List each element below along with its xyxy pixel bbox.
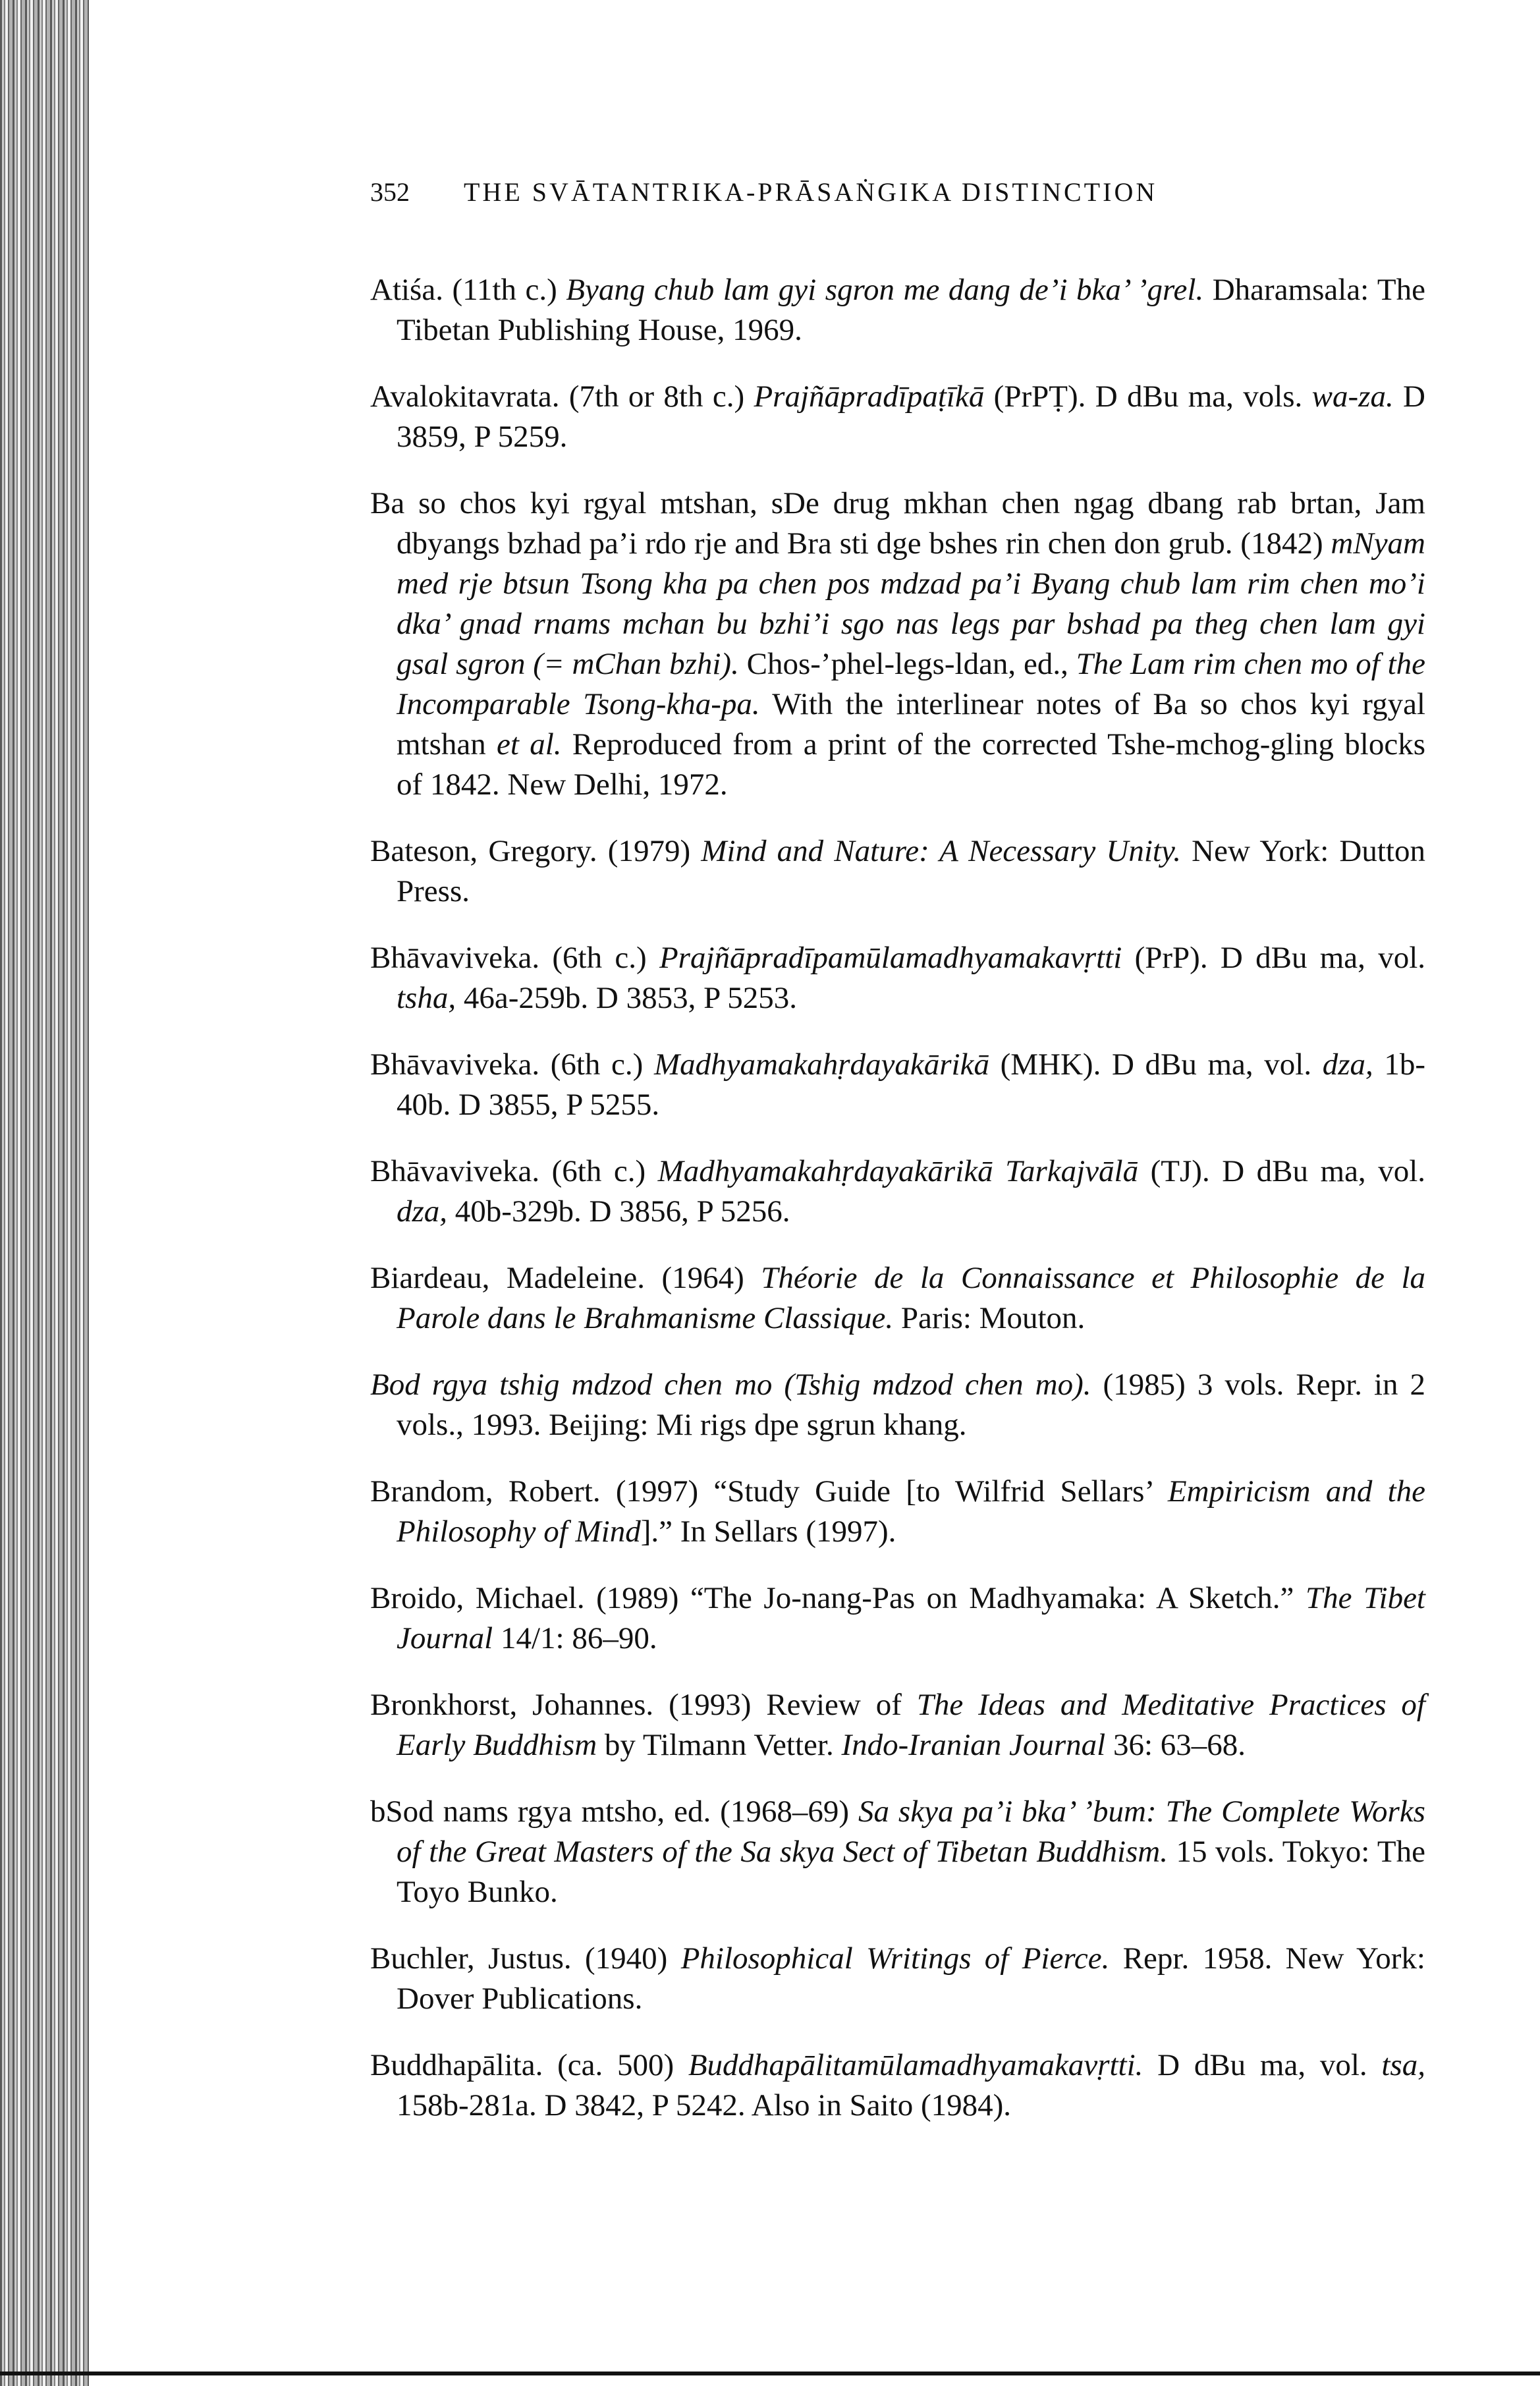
entry-text: Bhāvaviveka. (6th c.) — [370, 1154, 658, 1188]
entry-text: Ba so chos kyi rgyal mtshan, sDe drug mkhan chen ngag dbang rab brtan, Jam dbyangs bzhad pa’i rdo rje and Bra sti dge bshes rin chen don grub. (1842) — [370, 486, 1425, 561]
entry-text: Bateson, Gregory. (1979) — [370, 834, 701, 868]
running-header — [370, 173, 1424, 212]
entry-text: Bronkhorst, Johannes. (1993) Review of — [370, 1688, 917, 1722]
bibliography-entry — [370, 270, 1425, 350]
entry-title-italic: mNyam med rje btsun Tsong kha pa chen pos mdzad pa’i Byang chub lam rim chen mo’i dka’ gnad rnams mchan bu bzhi’i sgo nas legs par bshad pa theg chen lam gyi gsal sgron (= mChan bzhi). — [397, 526, 1425, 681]
entry-title-italic: wa-za. — [1311, 379, 1394, 414]
entry-title-italic: Sa skya pa’i bka’ ’bum: The Complete Works of the Great Masters of the Sa skya Sect of Tibetan Buddhism. — [397, 1794, 1425, 1869]
bibliography-entry — [370, 2045, 1425, 2126]
entry-text: D dBu ma, vol. — [1143, 2048, 1382, 2082]
bibliography-entry — [370, 1939, 1425, 2019]
bibliography-entry — [370, 377, 1425, 457]
running-title: THE SVĀTANTRIKA-PRĀSAṄGIKA DISTINCTION — [464, 177, 1158, 207]
entry-text: Paris: Mouton. — [893, 1301, 1086, 1335]
entry-text: Broido, Michael. (1989) “The Jo-nang-Pas on Madhyamaka: A Sketch.” — [370, 1581, 1306, 1615]
entry-text: (PrPṬ). D dBu ma, vols. — [984, 379, 1312, 414]
entry-title-italic: Madhyamakahṛdayakārikā Tarkajvālā — [657, 1154, 1139, 1188]
entry-title-italic: dza, — [397, 1194, 448, 1229]
entry-text: Biardeau, Madeleine. (1964) — [370, 1261, 761, 1295]
entry-title-italic: Buddhapālitamūlamadhyamakavṛtti. — [688, 2048, 1143, 2082]
entry-text: Buddhapālita. (ca. 500) — [370, 2048, 688, 2082]
bibliography-entry — [370, 1151, 1425, 1232]
entry-text: bSod nams rgya mtsho, ed. (1968–69) — [370, 1794, 858, 1829]
entry-text: Atiśa. (11th c.) — [370, 273, 566, 307]
bibliography-entry — [370, 1472, 1425, 1552]
entry-text: Brandom, Robert. (1997) “Study Guide [to Wilfrid Sellars’ — [370, 1474, 1168, 1509]
bibliography-list — [370, 270, 1425, 2152]
entry-title-italic: Prajñāpradīpamūlamadhyamakavṛtti — [659, 941, 1122, 975]
entry-title-italic: tsa, — [1381, 2048, 1425, 2082]
entry-text: 15 vols. Tokyo: The Toyo Bunko. — [397, 1835, 1425, 1909]
scanned-binding-edge — [0, 0, 89, 2386]
bibliography-entry — [370, 1365, 1425, 1445]
page-number: 352 — [370, 177, 410, 207]
entry-title-italic: The Tibet Journal — [397, 1581, 1425, 1655]
entry-title-italic: Madhyamakahṛdayakārikā — [653, 1047, 989, 1082]
entry-text: 158b-281a. D 3842, P 5242. Also in Saito (1984). — [397, 2088, 1012, 2122]
entry-title-italic: tsha, — [397, 981, 456, 1015]
bibliography-entry — [370, 1578, 1425, 1659]
entry-title-italic: Empiricism and the Philosophy of Mind — [397, 1474, 1425, 1549]
entry-title-italic: Indo-Iranian Journal — [841, 1728, 1106, 1762]
entry-title-italic: dza, — [1322, 1047, 1373, 1082]
entry-text: Bhāvaviveka. (6th c.) — [370, 1047, 654, 1082]
entry-title-italic: Prajñāpradīpaṭīkā — [754, 379, 985, 414]
entry-text: D 3859, P 5259. — [397, 379, 1425, 454]
entry-title-italic: The Lam rim chen mo of the Incomparable Tsong-kha-pa. — [397, 647, 1426, 721]
entry-text: 46a-259b. D 3853, P 5253. — [456, 981, 797, 1015]
entry-text: (PrP). D dBu ma, vol. — [1122, 941, 1426, 975]
entry-text: 40b-329b. D 3856, P 5256. — [447, 1194, 790, 1229]
entry-text: 36: 63–68. — [1105, 1728, 1246, 1762]
entry-text: (MHK). D dBu ma, vol. — [989, 1047, 1323, 1082]
entry-text: (TJ). D dBu ma, vol. — [1138, 1154, 1425, 1188]
entry-title-italic: Théorie de la Connaissance et Philosophie de la Parole dans le Brahmanisme Classique. — [397, 1261, 1425, 1335]
entry-text: Repr. 1958. New York: Dover Publications. — [397, 1941, 1425, 2016]
bibliography-entry — [370, 1792, 1425, 1912]
entry-text: Avalokitavrata. (7th or 8th c.) — [370, 379, 754, 414]
bibliography-entry — [370, 831, 1425, 912]
entry-title-italic: Byang chub lam gyi sgron me dang de’i bka’ ’grel. — [566, 273, 1204, 307]
bibliography-entry — [370, 1045, 1425, 1125]
entry-text: 14/1: 86–90. — [493, 1621, 657, 1655]
entry-text: by Tilmann Vetter. — [597, 1728, 842, 1762]
entry-text: 1b-40b. D 3855, P 5255. — [397, 1047, 1426, 1122]
entry-title-italic: Mind and Nature: A Necessary Unity. — [701, 834, 1181, 868]
bibliography-entry — [370, 484, 1425, 805]
bibliography-entry — [370, 938, 1425, 1018]
entry-title-italic: Philosophical Writings of Pierce. — [680, 1941, 1110, 1976]
entry-text: With the interlinear notes of Ba so chos kyi rgyal mtshan — [397, 687, 1425, 762]
bibliography-entry — [370, 1685, 1425, 1765]
entry-text: Chos-’phel-legs-ldan, ed., — [738, 647, 1076, 681]
page-bottom-edge — [0, 2372, 1540, 2375]
entry-text: Bhāvaviveka. (6th c.) — [370, 941, 659, 975]
entry-text: Dharamsala: The Tibetan Publishing House, 1969. — [397, 273, 1425, 347]
entry-title-italic: The Ideas and Meditative Practices of Early Buddhism — [397, 1688, 1425, 1762]
entry-text: ].” In Sellars (1997). — [640, 1514, 896, 1549]
bibliography-entry — [370, 1258, 1425, 1339]
entry-text: (1985) 3 vols. Repr. in 2 vols., 1993. Beijing: Mi rigs dpe sgrun khang. — [397, 1368, 1425, 1442]
entry-text: Reproduced from a print of the corrected Tshe-mchog-gling blocks of 1842. New Delhi, 1972. — [397, 727, 1425, 802]
entry-title-italic: Bod rgya tshig mdzod chen mo (Tshig mdzod chen mo). — [370, 1368, 1091, 1402]
entry-title-italic: et al. — [497, 727, 562, 762]
entry-text: New York: Dutton Press. — [397, 834, 1425, 908]
entry-text: Buchler, Justus. (1940) — [370, 1941, 681, 1976]
